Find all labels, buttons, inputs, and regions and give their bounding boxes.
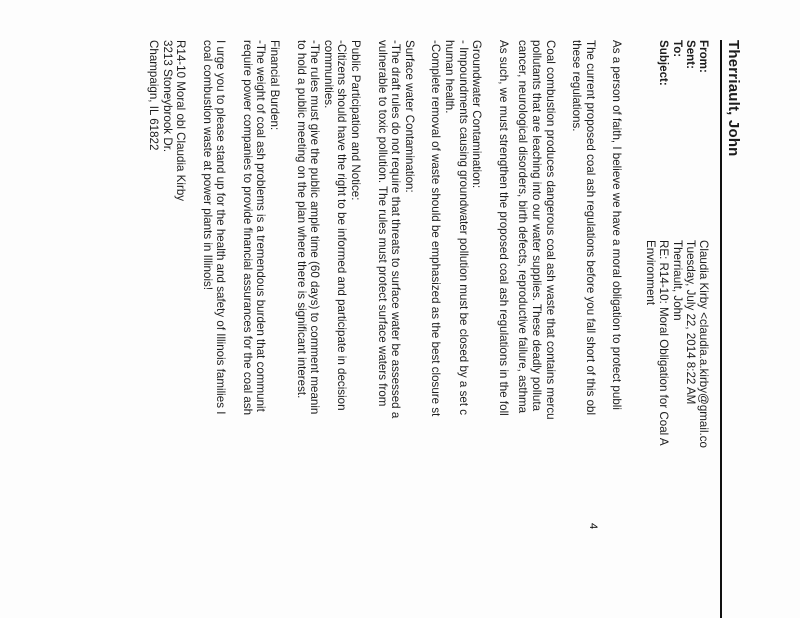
para1-line1: The current proposed coal ash regulations before you fall short of this obl (583, 40, 597, 416)
intro-line: As a person of faith, I believe we have a moral obligation to protect publi (610, 40, 624, 410)
subject-label: Subject: (657, 40, 671, 86)
from-row (697, 40, 710, 618)
public-participation-line2: communities. (321, 40, 335, 109)
to-value: Therriault, John (670, 240, 684, 321)
to-label: To: (670, 40, 684, 58)
para1-line2: these regulations. (570, 40, 584, 132)
header-rule (720, 40, 722, 618)
page-number: 4 (587, 522, 600, 530)
subject-value-line-1: RE: R14-10: Moral Obligation for Coal A (657, 240, 671, 446)
financial-burden-line1: -The weight of coal ash problems is a tremendous burden that communit (254, 40, 268, 412)
urge-line1: I urge you to please stand up for the health and safety of Illinois families I (214, 40, 228, 415)
public-participation-title: Public Participation and Notice: (349, 40, 363, 201)
financial-burden-line2: require power companies to provide financial assurances for the coal ash (240, 40, 254, 416)
public-participation-line1: -Citizens should have the right to be informed and participate in decision (335, 40, 349, 411)
surface-water-line1: -The draft rules do not require that threats to surface water be assessed a (389, 40, 403, 419)
groundwater-title: Groundwater Contamination: (470, 40, 484, 189)
from-value: Claudia Kirby <claudia.a.kirby@gmail.co (697, 240, 711, 448)
signature-line3: Champaign, IL 61822 (146, 40, 160, 151)
para2-line1: Coal combustion produces dangerous coal ash waste that contains mercu (543, 40, 557, 420)
to-row (670, 40, 683, 618)
signature-line1: R14-10 Moral obl Claudia Kirby (174, 40, 188, 202)
surface-water-line2: vulnerable to toxic pollution. The rules must protect surface waters from (375, 40, 389, 407)
signature-line2: 3213 Stoneybrook Dr. (160, 40, 174, 153)
para2-line4: As such, we must strengthen the proposed coal ash regulations in the foll (496, 40, 510, 416)
public-participation-line3: -The rules must give the public ample time (60 days) to comment meanin (308, 40, 322, 415)
urge-line2: coal combustion waste at power plants in Illinois! (200, 40, 214, 291)
para2-line2: pollutants that are leaching into our water supplies. These deadly polluta (530, 40, 543, 412)
recipient-name: Therriault, John (725, 40, 742, 157)
groundwater-line3: -Complete removal of waste should be emphasized as the best closure st (429, 40, 443, 417)
financial-burden-title: Financial Burden: (268, 40, 282, 131)
para2-line3: cancer, neurological disorders, birth defects, reproductive failure, asthma (516, 40, 530, 414)
subject-value (643, 240, 670, 618)
subject-value-line-2: Environment (643, 240, 657, 306)
rotated-document (80, 40, 740, 618)
from-label: From: (697, 40, 711, 73)
groundwater-line2: human health. (443, 40, 457, 114)
sent-row (684, 40, 697, 618)
subject-row (643, 40, 670, 618)
sent-label: Sent: (684, 40, 697, 69)
public-participation-line4: to hold a public meeting on the plan where there is significant interest. (294, 40, 308, 399)
sent-value: Tuesday, July 22, 2014 8:22 AM (684, 240, 697, 405)
groundwater-line1: - Impoundments causing groundwater pollution must be closed by a set c (456, 40, 470, 416)
surface-water-title: Surface water Contamination: (402, 40, 416, 193)
